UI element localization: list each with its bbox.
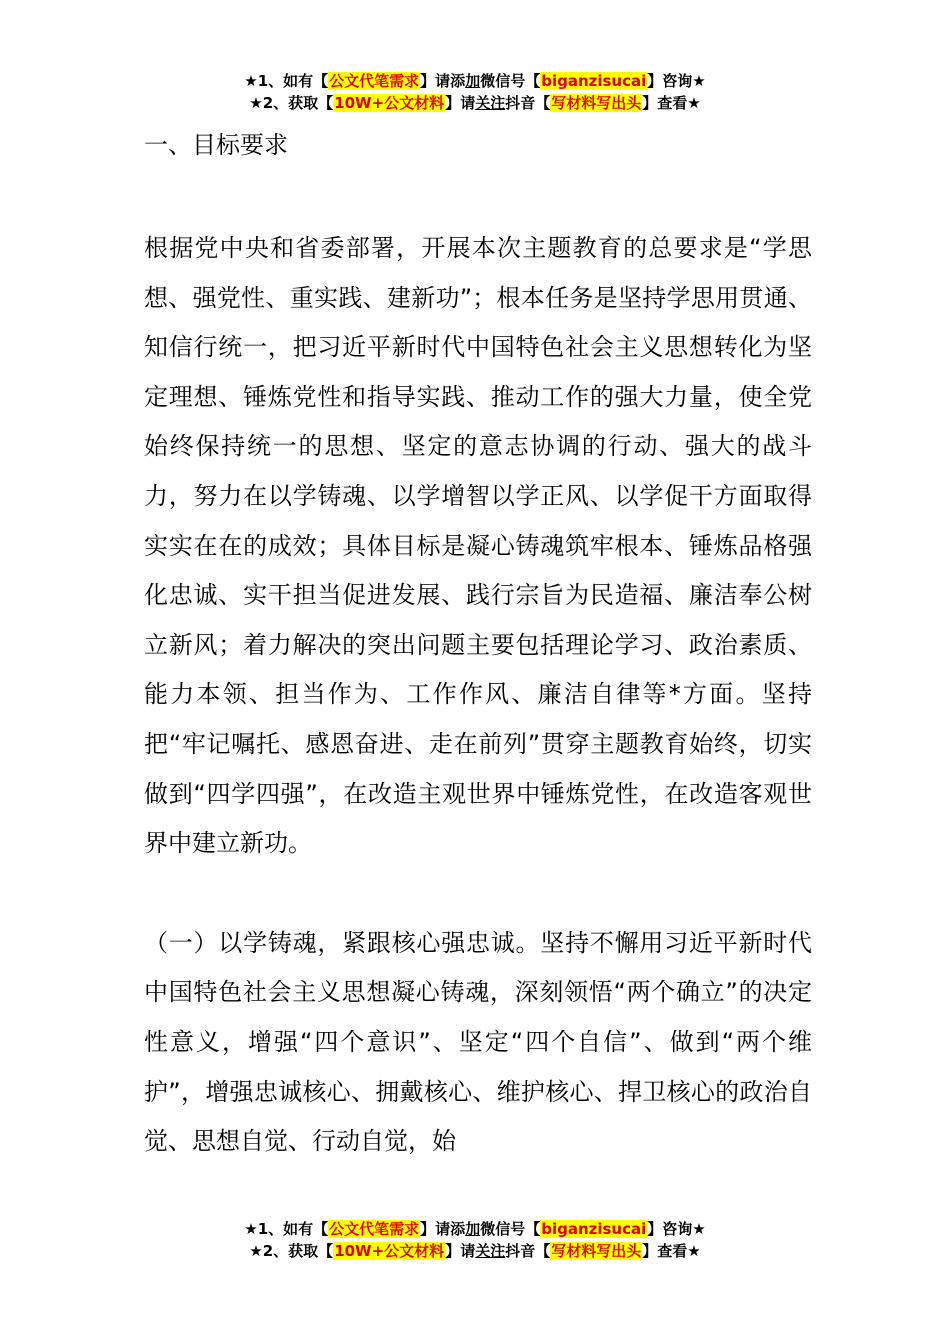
section-heading: 一、目标要求	[144, 131, 288, 159]
banner-text: 微信号【	[480, 1220, 541, 1238]
header-banner	[0, 70, 950, 114]
banner-text: 】查看★	[642, 1242, 701, 1260]
banner-text: 】请	[445, 1242, 476, 1260]
paragraph-goals: 根据党中央和省委部署，开展本次主题教育的总要求是“学思想、强党性、重实践、建新功”；根本任务是坚持学思用贯通、知信行统一，把习近平新时代中国特色社会主义思想转化为坚定理想、锤炼党性和指导实践、推动工作的强大力量，使全党始终保持统一的思想、坚定的意志协调的行动、强大的战斗力，努力在以学铸魂、以学增智以学正风、以学促干方面取得实实在在的成效；具体目标是凝心铸魂筑牢根本、锤炼品格强化忠诚、实干担当促进发展、践行宗旨为民造福、廉洁奉公树立新风；着力解决的突出问题主要包括理论学习、政治素质、能力本领、担当作为、工作作风、廉洁自律等*方面。坚持把“牢记嘱托、感恩奋进、走在前列”贯穿主题教育始终，切实做到“四学四强”，在改造主观世界中锤炼党性，在改造客观世界中建立新功。	[144, 234, 812, 858]
underlined-text: 关注	[475, 94, 506, 112]
highlight-text: 写材料写出头	[551, 1242, 642, 1260]
banner-line-2	[0, 92, 950, 114]
underlined-text: 加	[465, 1220, 481, 1238]
banner-text: 微信号【	[480, 72, 541, 90]
highlight-text: 10W+公文材料	[334, 1242, 445, 1260]
banner-text: ★1、如有【	[244, 72, 329, 90]
highlight-text: biganzisucai	[541, 72, 647, 90]
banner-text: 】请添	[420, 1220, 466, 1238]
banner-line-2	[0, 1240, 950, 1262]
banner-text: 】咨询★	[647, 72, 706, 90]
banner-text: 】查看★	[642, 94, 701, 112]
banner-text: ★2、获取【	[249, 1242, 334, 1260]
footer-banner	[0, 1218, 950, 1262]
banner-text: 抖音【	[505, 94, 551, 112]
underlined-text: 加	[465, 72, 481, 90]
highlight-text: 公文代笔需求	[329, 1220, 420, 1238]
banner-text: ★2、获取【	[249, 94, 334, 112]
paragraph-item-1: （一）以学铸魂，紧跟核心强忠诚。坚持不懈用习近平新时代中国特色社会主义思想凝心铸魂，深刻领悟“两个确立”的决定性意义，增强“四个意识”、坚定“四个自信”、做到“两个维护”，增强忠诚核心、拥戴核心、维护核心、捍卫核心的政治自觉、思想自觉、行动自觉，始	[144, 928, 812, 1156]
banner-text: 】请添	[420, 72, 466, 90]
highlight-text: 写材料写出头	[551, 94, 642, 112]
document-body	[144, 126, 812, 1217]
banner-line-1	[0, 70, 950, 92]
underlined-text: 关注	[475, 1242, 506, 1260]
banner-text: 】请	[445, 94, 476, 112]
highlight-text: 10W+公文材料	[334, 94, 445, 112]
banner-line-1	[0, 1218, 950, 1240]
banner-text: 抖音【	[505, 1242, 551, 1260]
banner-text: ★1、如有【	[244, 1220, 329, 1238]
highlight-text: biganzisucai	[541, 1220, 647, 1238]
banner-text: 】咨询★	[647, 1220, 706, 1238]
highlight-text: 公文代笔需求	[329, 72, 420, 90]
